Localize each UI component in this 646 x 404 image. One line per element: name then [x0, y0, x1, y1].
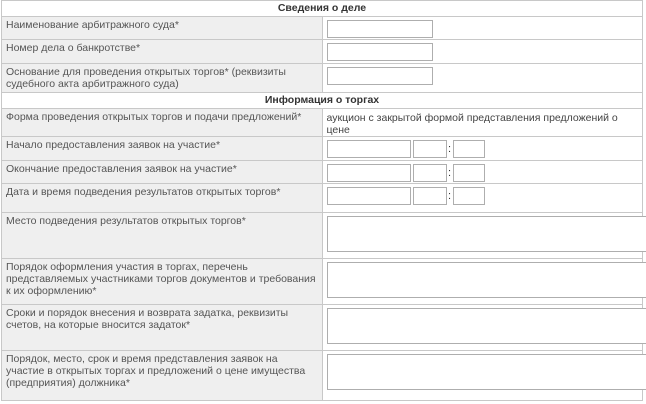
bids-start-datetime	[327, 140, 643, 158]
bids-end-label: Окончание предоставления заявок на участие*	[2, 161, 323, 184]
auction-form-label: Форма проведения открытых торгов и подачи предложений*	[2, 109, 323, 137]
auction-form-value: аукцион с закрытой формой представления предложений о цене	[326, 112, 618, 136]
bids-start-date-input[interactable]	[327, 140, 411, 158]
deposit-terms-textarea[interactable]	[327, 308, 646, 344]
court-act-row	[2, 64, 643, 93]
results-place-label: Место подведения результатов открытых торгов*	[2, 213, 323, 259]
court-name-label: Наименование арбитражного суда*	[2, 17, 323, 40]
case-number-row	[2, 40, 643, 64]
results-datetime-row	[2, 184, 643, 213]
results-hours-input[interactable]	[413, 187, 447, 205]
bids-end-date-input[interactable]	[327, 164, 411, 182]
bids-end-hours-input[interactable]	[413, 164, 447, 182]
bids-end-minutes-input[interactable]	[453, 164, 485, 182]
results-place-row	[2, 213, 643, 259]
bid-submission-label: Порядок, место, срок и время представления заявок на участие в открытых торгах и предложений о цене имущества (предприятия) должника*	[2, 351, 323, 401]
bids-end-row	[2, 161, 643, 184]
time-separator: :	[447, 167, 452, 179]
results-datetime-label: Дата и время подведения результатов открытых торгов*	[2, 184, 323, 213]
court-act-input[interactable]	[327, 67, 433, 85]
bids-start-hours-input[interactable]	[413, 140, 447, 158]
case-number-input[interactable]	[327, 43, 433, 61]
participation-order-textarea[interactable]	[327, 262, 646, 298]
bids-start-row	[2, 137, 643, 161]
deposit-terms-label: Сроки и порядок внесения и возврата задатка, реквизиты счетов, на которые вносится задаток*	[2, 305, 323, 351]
auction-section-title: Информация о торгах	[2, 93, 643, 109]
case-section-title: Сведения о деле	[2, 1, 643, 17]
court-name-input[interactable]	[327, 20, 433, 38]
time-separator: :	[447, 143, 452, 155]
court-name-row	[2, 17, 643, 40]
deposit-terms-row	[2, 305, 643, 351]
participation-order-label: Порядок оформления участия в торгах, перечень представляемых участниками торгов документов и требования к их оформлению*	[2, 259, 323, 305]
auction-form-row	[2, 109, 643, 137]
auction-section-header-row	[2, 93, 643, 109]
court-act-label: Основание для проведения открытых торгов* (реквизиты судебного акта арбитражного суда)	[2, 64, 323, 93]
results-place-textarea[interactable]	[327, 216, 646, 252]
case-section-header-row	[2, 1, 643, 17]
results-date-input[interactable]	[327, 187, 411, 205]
bid-submission-row	[2, 351, 643, 401]
participation-order-row	[2, 259, 643, 305]
case-number-label: Номер дела о банкротстве*	[2, 40, 323, 64]
bids-start-minutes-input[interactable]	[453, 140, 485, 158]
time-separator: :	[447, 190, 452, 202]
bid-submission-textarea[interactable]	[327, 354, 646, 390]
results-datetime	[327, 187, 643, 205]
auction-form-table	[1, 0, 643, 401]
bids-start-label: Начало предоставления заявок на участие*	[2, 137, 323, 161]
bids-end-datetime	[327, 164, 643, 182]
results-minutes-input[interactable]	[453, 187, 485, 205]
